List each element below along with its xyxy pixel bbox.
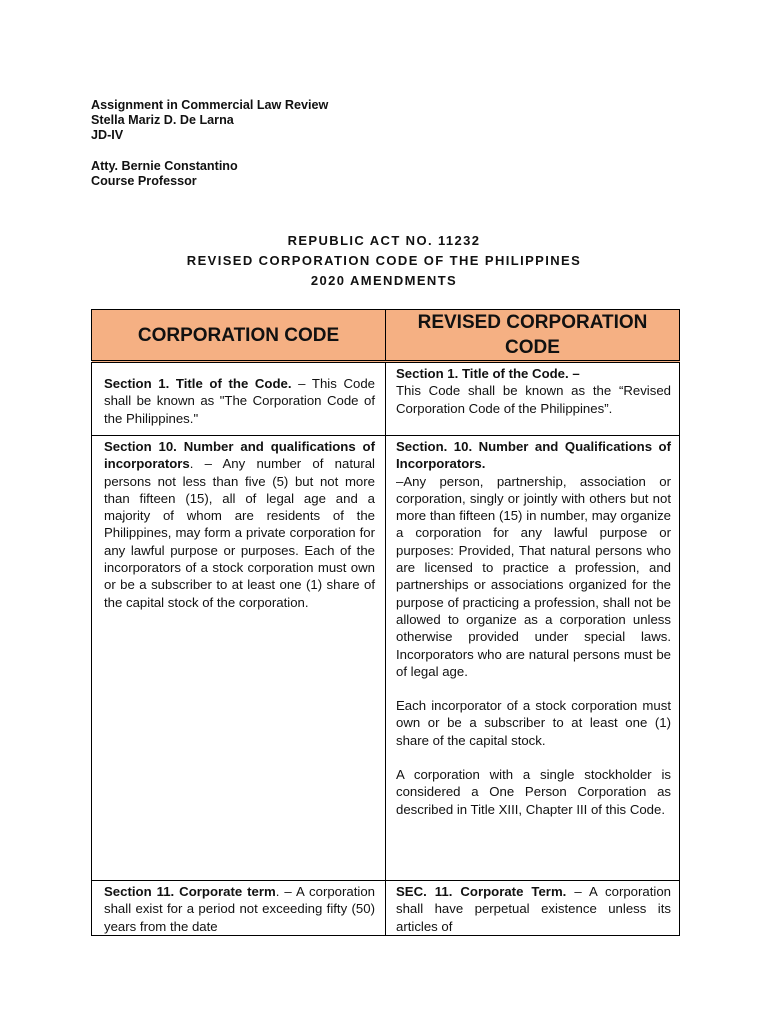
column-header-corporation-code: CORPORATION CODE — [92, 310, 386, 362]
new-section-11-text: – A corporation shall have perpetual existence unless its articles of — [396, 884, 671, 934]
student-level: JD-IV — [91, 128, 124, 143]
new-section-10-cell — [386, 436, 680, 881]
table-row — [92, 362, 680, 436]
new-section-11-heading: SEC. 11. Corporate Term. — [396, 884, 567, 899]
new-section-1-cell — [386, 362, 680, 436]
old-section-1-text: – This Code shall be known as "The Corporation Code of the Philippines." — [104, 376, 375, 426]
old-section-11-text: . – A corporation shall exist for a period not exceeding fifty (50) years from the date — [104, 884, 376, 934]
column-header-revised-code: REVISED CORPORATION CODE — [386, 310, 680, 362]
professor-name: Atty. Bernie Constantino — [91, 158, 238, 173]
old-section-10-heading: Section 10. Number and qualifications of incorporators — [104, 439, 375, 472]
new-section-10-paragraph-1: –Any person, partnership, association or corporation, singly or jointly with others but not more than fifteen (15) in number, may organize a corporation for any lawful purpose or purposes: Provided, That natural persons who are licensed to practice a profession, and partnerships or associations organized for the purpose of practicing a profession, shall not be allowed to organize as a corporation unless otherwise provided under special laws. Incorporators who are natural persons must be of legal age. — [396, 473, 671, 679]
new-section-1-heading: Section 1. Title of the Code. – — [396, 366, 580, 381]
assignment-header — [91, 98, 328, 189]
document-titles — [0, 231, 768, 291]
table-row — [92, 881, 680, 936]
new-section-1-text: This Code shall be known as the “Revised Corporation Code of the Philippines”. — [396, 383, 671, 416]
code-title: REVISED CORPORATION CODE OF THE PHILIPPINES — [186, 253, 582, 268]
old-section-1-cell — [92, 362, 386, 436]
professor-role: Course Professor — [91, 173, 197, 188]
new-section-11-cell — [386, 881, 680, 936]
new-section-10-paragraph-3: A corporation with a single stockholder is considered a One Person Corporation as described in Title XIII, Chapter III of this Code. — [396, 767, 671, 817]
old-section-10-cell — [92, 436, 386, 881]
assignment-title: Assignment in Commercial Law Review — [91, 98, 329, 112]
table-row — [92, 436, 680, 881]
table-header-row — [92, 310, 680, 362]
amendments-title: 2020 AMENDMENTS — [310, 273, 458, 288]
old-section-11-cell — [92, 881, 386, 936]
new-section-10-paragraph-2: Each incorporator of a stock corporation must own or be a subscriber to at least one (1) share of the capital stock. — [396, 698, 671, 748]
old-section-10-text: . – Any number of natural persons not less than five (5) but not more than fifteen (15), all of legal age and a majority of whom are residents of the Philippines, may form a private corporation for any lawful purpose or purposes. Each of the incorporators of a stock corporation must own or be a subscriber to at least one (1) share of the capital stock of the corporation. — [104, 456, 375, 610]
comparison-table — [91, 309, 680, 936]
new-section-10-heading: Section. 10. Number and Qualifications of Incorporators. — [396, 439, 671, 472]
old-section-1-heading: Section 1. Title of the Code. — [104, 376, 292, 391]
act-number-title: REPUBLIC ACT NO. 11232 — [287, 233, 481, 248]
old-section-11-heading: Section 11. Corporate term — [104, 884, 276, 899]
student-name: Stella Mariz D. De Larna — [91, 113, 234, 128]
